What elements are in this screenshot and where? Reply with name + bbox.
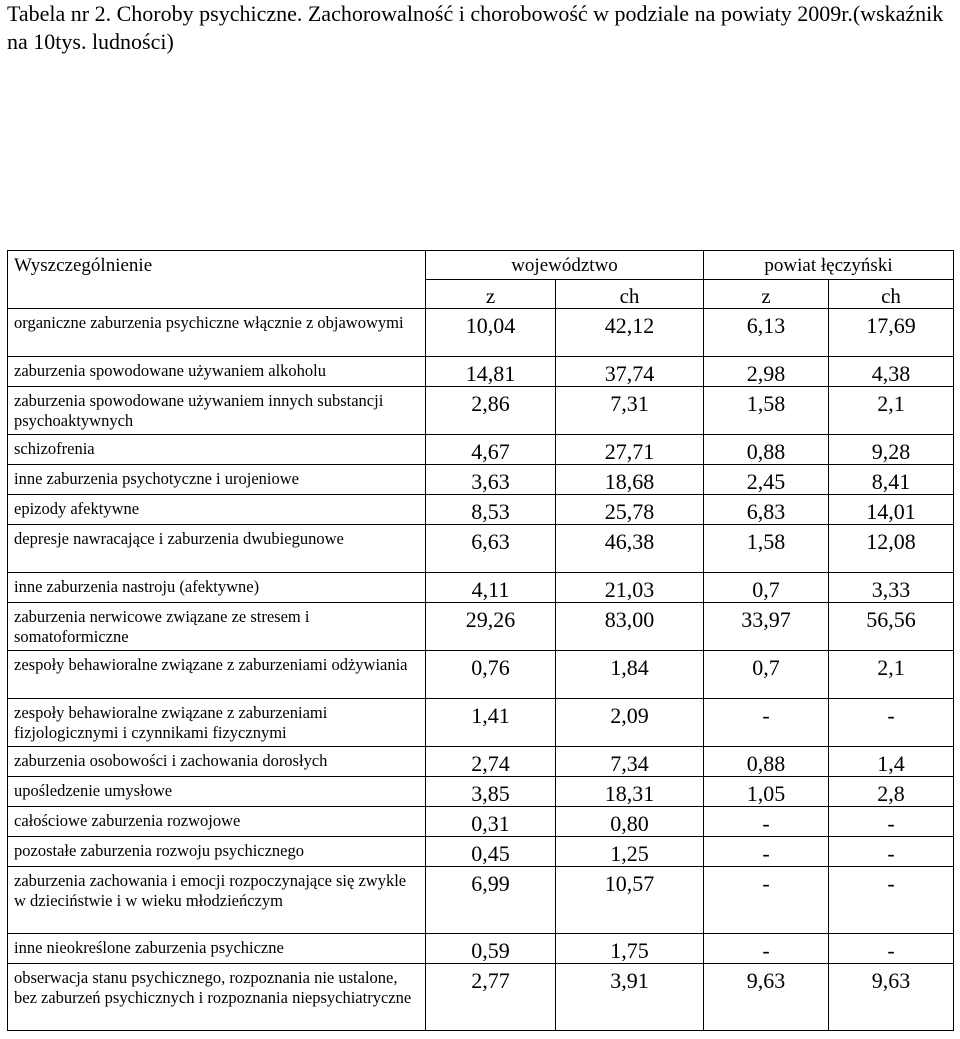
row-value: 42,12 (556, 309, 704, 357)
row-label: schizofrenia (8, 435, 426, 465)
subheader-z-wojewodztwo: z (426, 280, 556, 309)
row-value: 6,63 (426, 525, 556, 573)
row-value: - (829, 837, 954, 867)
subheader-z-powiat: z (704, 280, 829, 309)
row-label: zespoły behawioralne związane z zaburzeniami fizjologicznymi i czynnikami fizycznymi (8, 699, 426, 747)
row-value: 2,74 (426, 747, 556, 777)
row-value: 29,26 (426, 603, 556, 651)
row-value: 9,28 (829, 435, 954, 465)
table-row (8, 309, 954, 357)
row-label: zaburzenia spowodowane używaniem innych substancji psychoaktywnych (8, 387, 426, 435)
row-value: 0,7 (704, 651, 829, 699)
table-row (8, 495, 954, 525)
row-label: zaburzenia nerwicowe związane ze stresem i somatoformiczne (8, 603, 426, 651)
row-label: depresje nawracające i zaburzenia dwubiegunowe (8, 525, 426, 573)
row-value: 4,67 (426, 435, 556, 465)
row-value: 0,80 (556, 807, 704, 837)
row-value: 1,58 (704, 525, 829, 573)
row-value: 12,08 (829, 525, 954, 573)
row-label: organiczne zaburzenia psychiczne włącznie z objawowymi (8, 309, 426, 357)
row-value: 10,57 (556, 867, 704, 934)
row-value: 6,99 (426, 867, 556, 934)
header-group-wojewodztwo: województwo (426, 251, 704, 280)
row-value: 1,05 (704, 777, 829, 807)
row-value: 18,68 (556, 465, 704, 495)
row-value: 7,34 (556, 747, 704, 777)
row-label: pozostałe zaburzenia rozwoju psychicznego (8, 837, 426, 867)
row-value: 4,38 (829, 357, 954, 387)
row-value: 2,1 (829, 651, 954, 699)
row-value: 0,45 (426, 837, 556, 867)
row-value: 4,11 (426, 573, 556, 603)
header-label: Wyszczególnienie (8, 251, 426, 309)
row-label: inne zaburzenia nastroju (afektywne) (8, 573, 426, 603)
table-row (8, 934, 954, 964)
row-value: 2,8 (829, 777, 954, 807)
row-value: 8,53 (426, 495, 556, 525)
row-value: 7,31 (556, 387, 704, 435)
row-value: 17,69 (829, 309, 954, 357)
row-value: 3,33 (829, 573, 954, 603)
table-row (8, 525, 954, 573)
row-value: - (704, 699, 829, 747)
row-label: upośledzenie umysłowe (8, 777, 426, 807)
row-value: 2,45 (704, 465, 829, 495)
row-value: - (704, 807, 829, 837)
table-row (8, 573, 954, 603)
row-value: 2,1 (829, 387, 954, 435)
row-label: całościowe zaburzenia rozwojowe (8, 807, 426, 837)
row-value: 8,41 (829, 465, 954, 495)
table-row (8, 465, 954, 495)
row-value: 10,04 (426, 309, 556, 357)
row-value: 1,75 (556, 934, 704, 964)
table-row (8, 964, 954, 1031)
table-row (8, 651, 954, 699)
row-value: 37,74 (556, 357, 704, 387)
row-value: 6,13 (704, 309, 829, 357)
row-value: - (704, 934, 829, 964)
table-row (8, 603, 954, 651)
header-group-powiat: powiat łęczyński (704, 251, 954, 280)
row-value: 0,59 (426, 934, 556, 964)
table-row (8, 357, 954, 387)
row-value: - (829, 699, 954, 747)
row-value: 3,91 (556, 964, 704, 1031)
table-row (8, 837, 954, 867)
row-value: 2,77 (426, 964, 556, 1031)
row-value: 1,25 (556, 837, 704, 867)
row-value: 9,63 (704, 964, 829, 1031)
row-value: 1,84 (556, 651, 704, 699)
table-row (8, 435, 954, 465)
row-label: zaburzenia osobowości i zachowania dorosłych (8, 747, 426, 777)
row-value: 21,03 (556, 573, 704, 603)
row-value: 2,98 (704, 357, 829, 387)
table-row (8, 387, 954, 435)
table-caption: Tabela nr 2. Choroby psychiczne. Zachorowalność i chorobowość w podziale na powiaty 2009r.(wskaźnik na 10tys. ludności) (7, 1, 944, 54)
row-value: 0,88 (704, 747, 829, 777)
row-value: 0,31 (426, 807, 556, 837)
row-value: 0,7 (704, 573, 829, 603)
row-value: 1,41 (426, 699, 556, 747)
row-label: zespoły behawioralne związane z zaburzeniami odżywiania (8, 651, 426, 699)
table-row (8, 867, 954, 934)
row-value: 83,00 (556, 603, 704, 651)
row-value: 1,4 (829, 747, 954, 777)
row-label: zaburzenia spowodowane używaniem alkoholu (8, 357, 426, 387)
row-value: 18,31 (556, 777, 704, 807)
table-row (8, 699, 954, 747)
header-row (8, 251, 954, 280)
row-value: 0,76 (426, 651, 556, 699)
row-value: 6,83 (704, 495, 829, 525)
row-value: 14,81 (426, 357, 556, 387)
row-value: - (829, 867, 954, 934)
subheader-ch-powiat: ch (829, 280, 954, 309)
row-label: inne zaburzenia psychotyczne i urojeniowe (8, 465, 426, 495)
row-value: 1,58 (704, 387, 829, 435)
row-value: 2,09 (556, 699, 704, 747)
row-label: inne nieokreślone zaburzenia psychiczne (8, 934, 426, 964)
subheader-ch-wojewodztwo: ch (556, 280, 704, 309)
table-row (8, 747, 954, 777)
row-value: 0,88 (704, 435, 829, 465)
row-label: zaburzenia zachowania i emocji rozpoczynające się zwykle w dzieciństwie i w wieku młodzieńczym (8, 867, 426, 934)
row-value: 3,85 (426, 777, 556, 807)
row-value: 27,71 (556, 435, 704, 465)
row-value: 25,78 (556, 495, 704, 525)
row-value: - (704, 837, 829, 867)
row-label: obserwacja stanu psychicznego, rozpoznania nie ustalone, bez zaburzeń psychicznych i rozpoznania niepsychiatryczne (8, 964, 426, 1031)
table-row (8, 807, 954, 837)
row-label: epizody afektywne (8, 495, 426, 525)
row-value: 56,56 (829, 603, 954, 651)
row-value: - (704, 867, 829, 934)
row-value: 3,63 (426, 465, 556, 495)
table-row (8, 777, 954, 807)
row-value: - (829, 807, 954, 837)
row-value: - (829, 934, 954, 964)
table-body (8, 309, 954, 1031)
row-value: 9,63 (829, 964, 954, 1031)
row-value: 46,38 (556, 525, 704, 573)
row-value: 2,86 (426, 387, 556, 435)
row-value: 14,01 (829, 495, 954, 525)
row-value: 33,97 (704, 603, 829, 651)
data-table (7, 250, 954, 1031)
